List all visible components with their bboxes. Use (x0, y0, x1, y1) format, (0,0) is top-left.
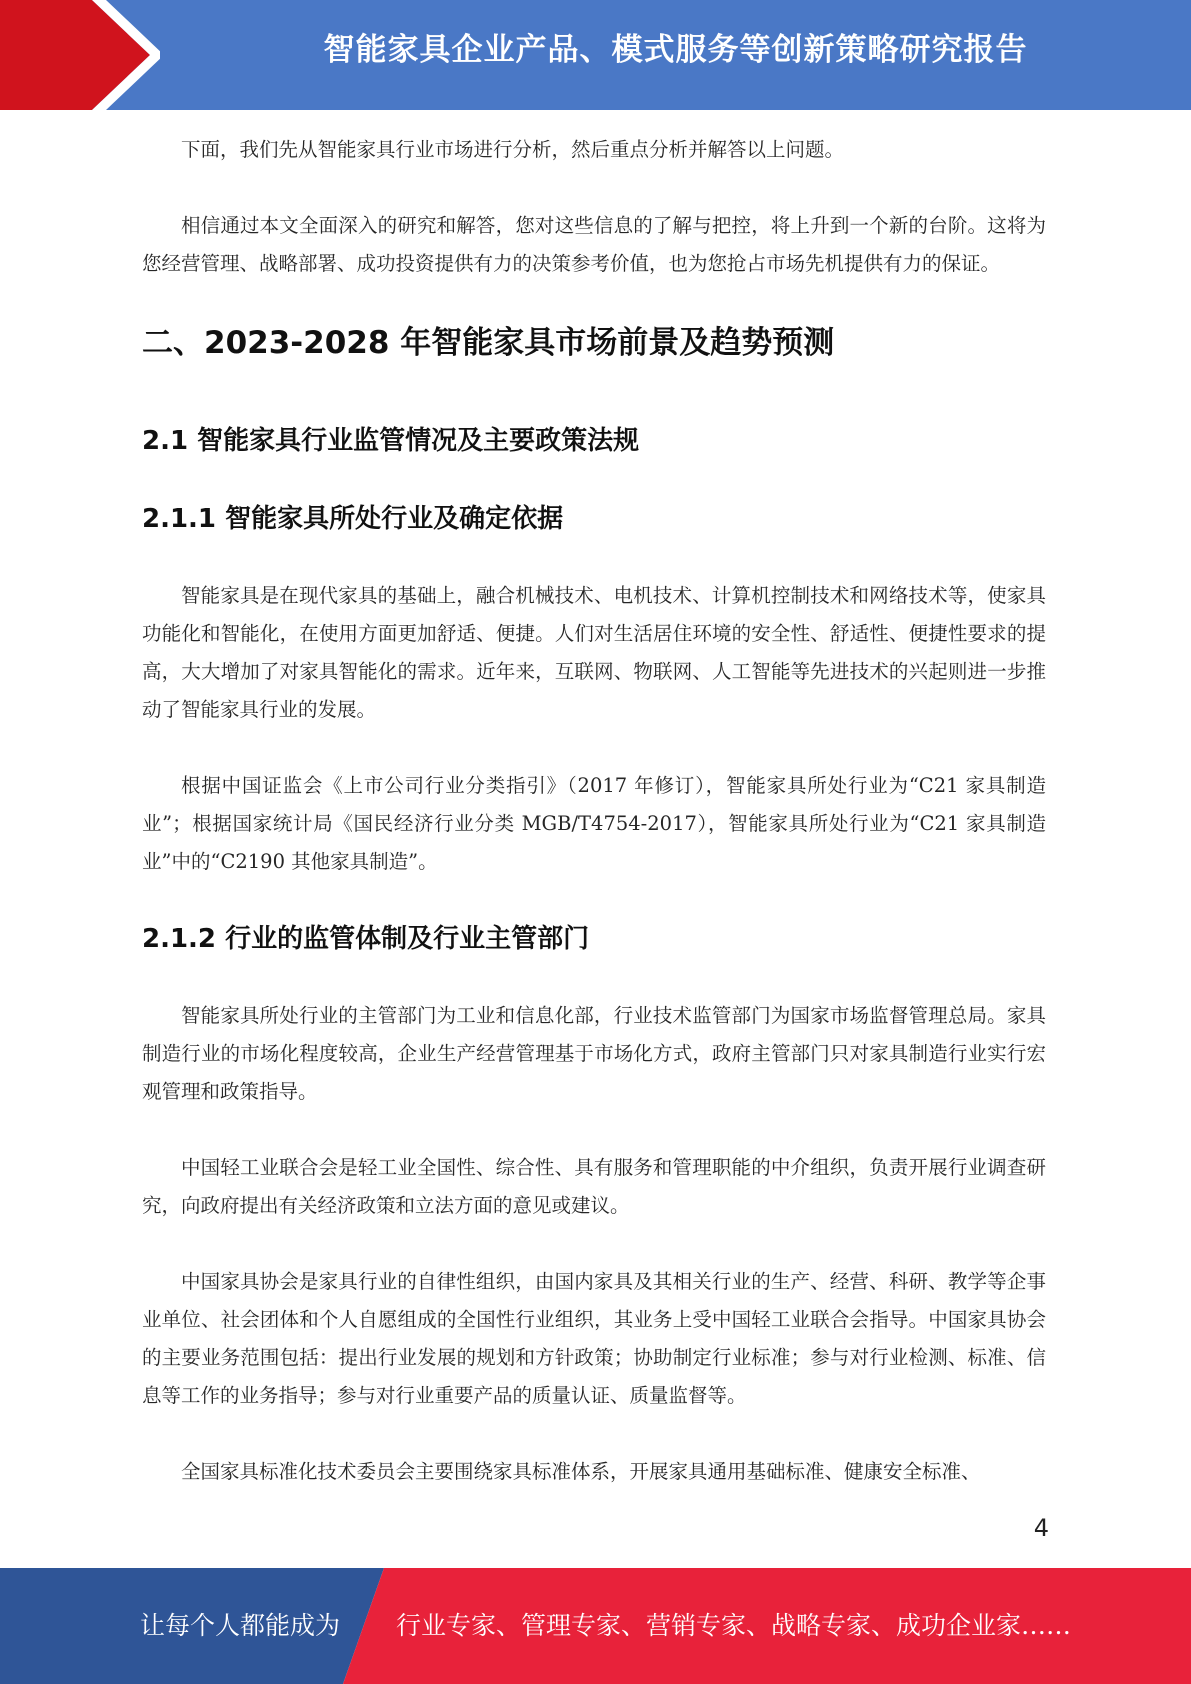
paragraph-authority: 智能家具所处行业的主管部门为工业和信息化部，行业技术监管部门为国家市场监督管理总局。家具制造行业的市场化程度较高，企业生产经营管理基于市场化方式，政府主管部门只对家具制造行业实行宏观管理和政策指导。 (142, 1004, 1046, 1103)
footer-slogan-right: 行业专家、管理专家、营销专家、战略专家、成功企业家…… (396, 1611, 1072, 1640)
red-chevron-decoration (0, 0, 160, 110)
footer-slogan-left: 让每个人都能成为 (140, 1611, 341, 1640)
paragraph-value: 相信通过本文全面深入的研究和解答，您对这些信息的了解与把控，将上升到一个新的台阶。这将为您经营管理、战略部署、成功投资提供有力的决策参考价值，也为您抢占市场先机提供有力的保证。 (142, 214, 1046, 275)
paragraph-furniture-association: 中国家具协会是家具行业的自律性组织，由国内家具及其相关行业的生产、经营、科研、教学等企事业单位、社会团体和个人自愿组成的全国性行业组织，其业务上受中国轻工业联合会指导。中国家具协会的主要业务范围包括：提出行业发展的规划和方针政策；协助制定行业标准；参与对行业检测、标准、信息等工作的业务指导；参与对行业重要产品的质量认证、质量监督等。 (142, 1270, 1046, 1407)
section-heading-2: 二、2023-2028 年智能家具市场前景及趋势预测 (142, 325, 835, 361)
paragraph-standards-committee: 全国家具标准化技术委员会主要围绕家具标准体系，开展家具通用基础标准、健康安全标准、 (181, 1460, 981, 1483)
section-heading-2-1: 2.1 智能家具行业监管情况及主要政策法规 (142, 426, 640, 456)
section-heading-2-1-1: 2.1.1 智能家具所处行业及确定依据 (142, 504, 564, 534)
paragraph-classification: 根据中国证监会《上市公司行业分类指引》（2017 年修订），智能家具所处行业为“C21 家具制造业”；根据国家统计局《国民经济行业分类 MGB/T4754-2017），智能家具所处行业为“C21 家具制造业”中的“C2190 其他家具制造”。 (142, 774, 1046, 873)
paragraph-light-industry: 中国轻工业联合会是轻工业全国性、综合性、具有服务和管理职能的中介组织，负责开展行业调查研究，向政府提出有关经济政策和立法方面的意见或建议。 (142, 1156, 1046, 1217)
section-heading-2-1-2: 2.1.2 行业的监管体制及行业主管部门 (142, 924, 590, 954)
paragraph-definition: 智能家具是在现代家具的基础上，融合机械技术、电机技术、计算机控制技术和网络技术等，使家具功能化和智能化，在使用方面更加舒适、便捷。人们对生活居住环境的安全性、舒适性、便捷性要求的提高，大大增加了对家具智能化的需求。近年来，互联网、物联网、人工智能等先进技术的兴起则进一步推动了智能家具行业的发展。 (142, 584, 1046, 721)
report-title: 智能家具企业产品、模式服务等创新策略研究报告 (323, 32, 1028, 68)
page-number: 4 (1033, 1514, 1049, 1542)
document-body (142, 131, 1046, 1529)
page-header (0, 0, 1191, 110)
page-footer (0, 1568, 1191, 1684)
paragraph-intro: 下面，我们先从智能家具行业市场进行分析，然后重点分析并解答以上问题。 (181, 138, 845, 161)
